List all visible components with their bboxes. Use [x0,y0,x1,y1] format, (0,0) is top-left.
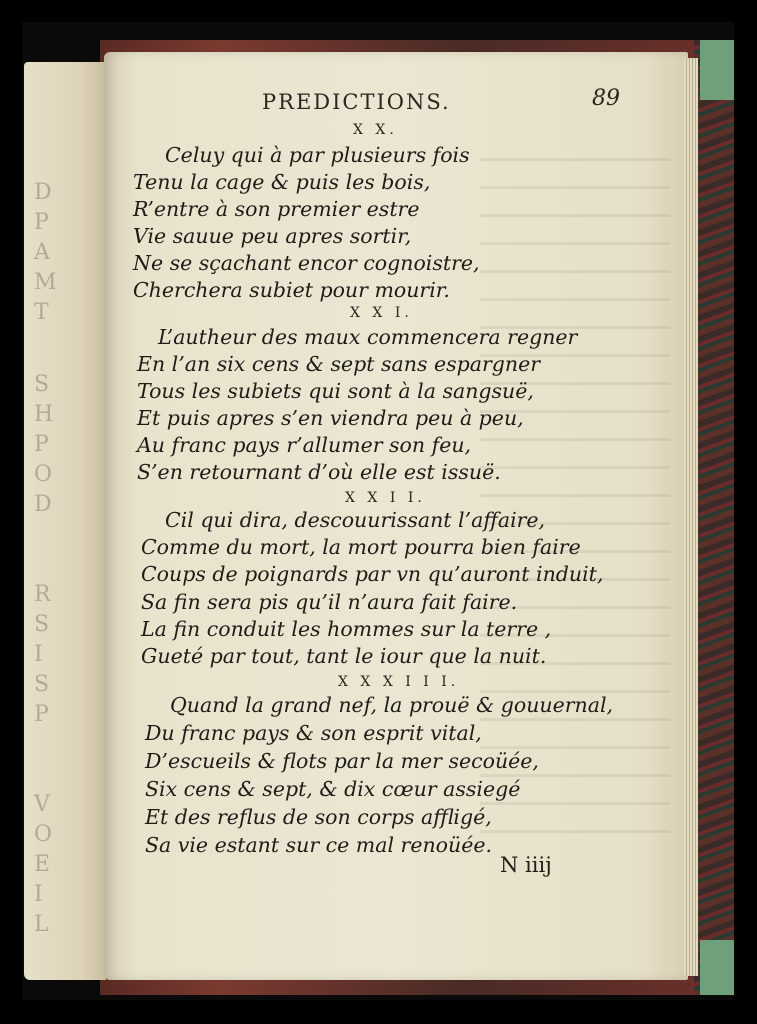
binding-edge-marbled [694,40,734,995]
verse-line: S’en retournant d’où elle est issuë. [137,460,501,484]
running-header [262,90,451,114]
verse-line: Cherchera subiet pour mourir. [133,278,450,302]
verse-line: Quand la grand nef, la prouë & gouuernal, [170,693,614,717]
stanza-number: X X I. [350,305,413,321]
verse-line: Ne se sçachant encor cognoistre, [133,251,480,275]
verse-line: L’autheur des maux commencera regner [158,325,578,349]
verse-line: En l’an six cens & sept sans espargner [137,352,541,376]
page-number: 89 [592,86,620,111]
show-through-texture [480,140,670,840]
running-header-text: PREDICTIONS. [262,90,451,114]
verse-line: Au franc pays r’allumer son feu, [137,433,472,457]
verse-line: Et puis apres s’en viendra peu à peu, [137,406,524,430]
verse-line: Vie sauue peu apres sortir, [133,224,412,248]
verse-line: Cil qui dira, descouurissant l’affaire, [165,508,546,532]
binding-corner-top [700,40,734,100]
verse-line: Tous les subiets qui sont à la sangsuë, [137,379,534,403]
verse-line: Gueté par tout, tant le iour que la nuit. [141,644,547,668]
stanza-number: X X I I. [345,490,426,506]
page-stack-edge [684,58,698,976]
verse-line: La fin conduit les hommes sur la terre , [141,617,552,641]
verse-line: R’entre à son premier estre [133,197,420,221]
verse-line: Six cens & sept, & dix cœur assiegé [145,777,521,801]
left-page-edge: D P A M T S H P O D R S I S P V O E I L [24,62,106,980]
verse-line: Coups de poignards par vn qu’auront induit, [141,562,604,586]
verse-line: D’escueils & flots par la mer secoüée, [145,749,539,773]
verse-line: Et des reflus de son corps affligé, [145,805,492,829]
verse-line: Tenu la cage & puis les bois, [133,170,431,194]
binding-corner-bottom [700,940,734,995]
verse-line: Du franc pays & son esprit vital, [145,721,482,745]
verse-line: Comme du mort, la mort pourra bien faire [141,535,581,559]
stanza-number: X X X I I I. [338,674,460,690]
stanza-number: X X. [353,122,398,138]
verse-line: Celuy qui à par plusieurs fois [165,143,470,167]
signature-mark: N iiij [500,853,552,877]
verse-line: Sa fin sera pis qu’il n’aura fait faire. [141,590,518,614]
verse-line: Sa vie estant sur ce mal renoüée. [145,833,492,857]
